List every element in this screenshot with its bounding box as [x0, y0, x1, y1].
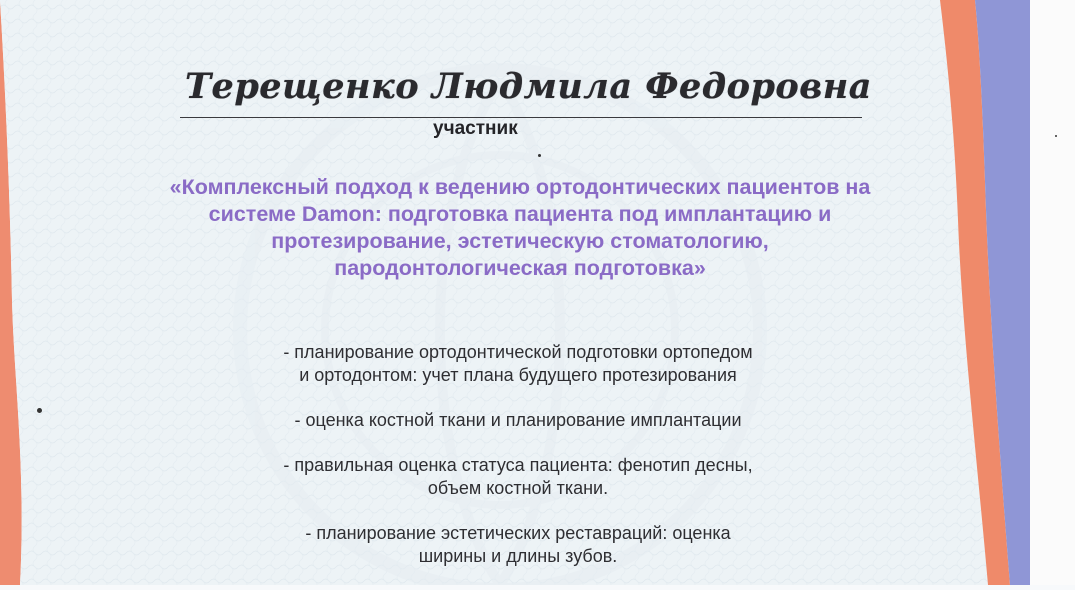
topic-item	[138, 522, 898, 568]
topic-item	[138, 454, 898, 500]
topic-line: объем костной ткани.	[427, 478, 609, 498]
topic-line: - планирование ортодонтической подготовки ортопедом	[283, 342, 753, 362]
topic-item	[138, 409, 898, 432]
topic-line: ширины и длины зубов.	[418, 546, 618, 566]
name-underline	[180, 117, 862, 118]
topic-line: - планирование эстетических реставраций: оценка	[305, 523, 731, 543]
topic-line: - оценка костной ткани и планирование имплантации	[294, 410, 742, 430]
course-title-line: системе Damon: подготовка пациента под имплантацию и	[208, 202, 832, 226]
course-title-line: пародонтологическая подготовка»	[334, 256, 706, 280]
participant-role: участник	[433, 118, 518, 139]
recipient-name: Терещенко Людмила Федоровна	[185, 66, 872, 107]
course-title	[95, 174, 945, 282]
topic-line: и ортодонтом: учет плана будущего протезирования	[299, 365, 737, 385]
course-title-line: протезирование, эстетическую стоматологию,	[271, 229, 769, 253]
topic-item	[138, 341, 898, 387]
course-title-line: «Комплексный подход к ведению ортодонтических пациентов на	[169, 175, 871, 199]
topic-line: - правильная оценка статуса пациента: фенотип десны,	[283, 455, 753, 475]
course-topics-list	[138, 341, 898, 590]
